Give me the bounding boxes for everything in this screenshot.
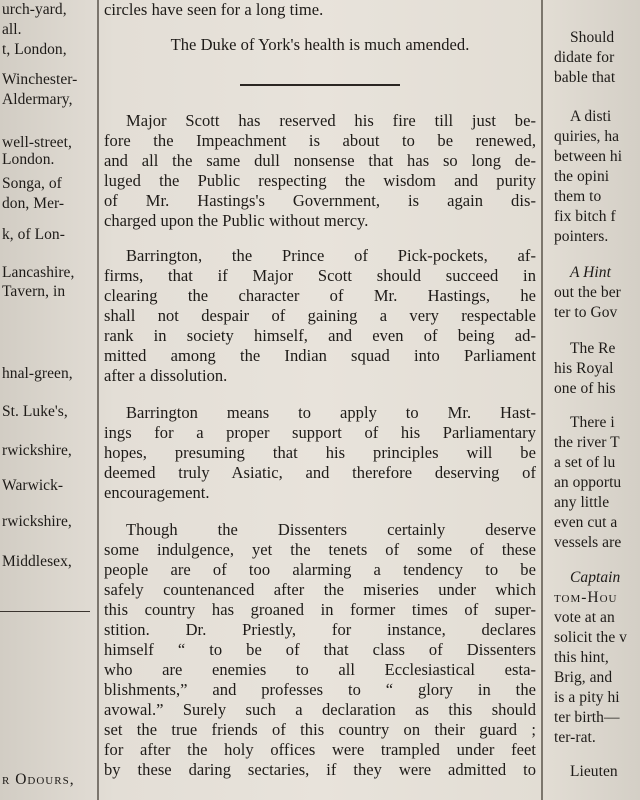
left-line: Songa, of — [2, 175, 62, 192]
right-line: his Royal — [554, 360, 614, 377]
support-line: deemed truly Asiatic, and therefore deserving of — [104, 463, 536, 482]
right-line: a set of lu — [554, 454, 616, 471]
top-line: circles have seen for a long time. — [104, 0, 324, 19]
right-line: There i — [570, 414, 615, 431]
right-line: fix bitch f — [554, 208, 616, 225]
left-line: all. — [2, 21, 22, 38]
right-line: tom-Hou — [554, 589, 618, 606]
left-line: rwickshire, — [2, 442, 72, 459]
right-line: between hi — [554, 148, 623, 165]
dissenters-line: people are of too alarming a tendency to be — [104, 560, 536, 579]
scott-line: fore the Impeachment is about to be renewed, — [104, 131, 536, 150]
right-line: an opportu — [554, 474, 622, 491]
right-line: Captain — [570, 569, 621, 586]
scott-line: of Mr. Hastings's Government, is again dis- — [104, 191, 536, 210]
right-line: A disti — [570, 108, 612, 125]
barrington-line: clearing the character of Mr. Hastings, he — [104, 286, 536, 305]
right-line: pointers. — [554, 228, 609, 245]
center-column — [104, 0, 536, 800]
dissenters-line: who are enemies to all Ecclesiastical esta- — [104, 660, 536, 679]
right-line: vote at an — [554, 609, 615, 626]
right-line: ter birth— — [554, 709, 620, 726]
left-line: Aldermary, — [2, 91, 73, 108]
scott-line: Major Scott has reserved his fire till just be- — [126, 111, 536, 130]
scott-line: luged the Public respecting the wisdom and purity — [104, 171, 536, 190]
dissenters-line: set the true friends of this country on their guard ; — [104, 720, 536, 739]
support-line: ings for a proper support of his Parliamentary — [104, 423, 536, 442]
dissenters-line: for after the holy offices were trampled under feet — [104, 740, 536, 759]
right-line: Lieuten — [570, 763, 618, 780]
right-line: them to — [554, 188, 602, 205]
barrington-line: mitted among the Indian squad into Parliament — [104, 346, 536, 365]
barrington-line: Barrington, the Prince of Pick-pockets, af- — [126, 246, 536, 265]
right-line: The Re — [570, 340, 616, 357]
dissenters-line: blishments,” and professes to “ glory in the — [104, 680, 536, 699]
left-line: k, of Lon- — [2, 226, 65, 243]
duke-notice: The Duke of York's health is much amended. — [170, 35, 470, 54]
right-line: Brig, and — [554, 669, 613, 686]
dissenters-line: himself “ to be of that class of Dissenters — [104, 640, 536, 659]
right-line: Should — [570, 29, 615, 46]
section-rule — [240, 84, 400, 86]
right-line: even cut a — [554, 514, 618, 531]
right-column — [548, 0, 640, 800]
right-line: solicit the v — [554, 629, 627, 646]
left-line: don, Mer- — [2, 195, 65, 212]
dissenters-line: this country has groaned in former times of super- — [104, 600, 536, 619]
right-line: the opini — [554, 168, 610, 185]
scott-line: charged upon the Public without mercy. — [104, 211, 369, 230]
barrington-line: shall not despair of gaining a very respectable — [104, 306, 536, 325]
right-line: is a pity hi — [554, 689, 620, 706]
support-line: hopes, presuming that his principles will be — [104, 443, 536, 462]
left-line: St. Luke's, — [2, 403, 68, 420]
right-line: vessels are — [554, 534, 622, 551]
left-line: Warwick- — [2, 477, 64, 494]
left-line: rwickshire, — [2, 513, 72, 530]
dissenters-line: avowal.” Surely such a declaration as this should — [104, 700, 536, 719]
dissenters-line: safely countenanced after the miseries under which — [104, 580, 536, 599]
right-line: any little — [554, 494, 610, 511]
scott-line: and all the same dull nonsense that has so long de- — [104, 151, 536, 170]
dissenters-line: stition. Dr. Priestly, for instance, declares — [104, 620, 536, 639]
right-line: out the ber — [554, 284, 621, 301]
right-line: didate for — [554, 49, 615, 66]
left-line: London. — [2, 151, 55, 168]
right-line: bable that — [554, 69, 616, 86]
support-line: Barrington means to apply to Mr. Hast- — [126, 403, 536, 422]
right-line: this hint, — [554, 649, 609, 666]
dissenters-line: by these daring sectaries, if they were admitted to — [104, 760, 536, 779]
barrington-line: rank in society himself, and even of being ad- — [104, 326, 536, 345]
right-line: ter-rat. — [554, 729, 596, 746]
left-line: urch-yard, — [2, 1, 67, 18]
left-line: Lancashire, — [2, 264, 75, 281]
left-line: Middlesex, — [2, 553, 72, 570]
right-line: ter to Gov — [554, 304, 618, 321]
column-rule-right — [541, 0, 543, 800]
left-line: well-street, — [2, 134, 72, 151]
right-line: the river T — [554, 434, 620, 451]
column-rule-left — [97, 0, 99, 800]
dissenters-line: Though the Dissenters certainly deserve — [126, 520, 536, 539]
left-line: hnal-green, — [2, 365, 73, 382]
dissenters-line: some indulgence, yet the tenets of some of these — [104, 540, 536, 559]
right-line: quiries, ha — [554, 128, 620, 145]
left-column — [0, 0, 92, 800]
right-line: A Hint — [570, 264, 611, 281]
barrington-line: after a dissolution. — [104, 366, 228, 385]
left-line: Winchester- — [2, 71, 78, 88]
left-column-rule — [0, 611, 90, 612]
left-line: Tavern, in — [2, 283, 66, 300]
right-line: one of his — [554, 380, 616, 397]
left-line: t, London, — [2, 41, 67, 58]
barrington-line: firms, that if Major Scott should succeed in — [104, 266, 536, 285]
left-line: r Odours, — [2, 771, 75, 788]
support-line: encouragement. — [104, 483, 210, 502]
